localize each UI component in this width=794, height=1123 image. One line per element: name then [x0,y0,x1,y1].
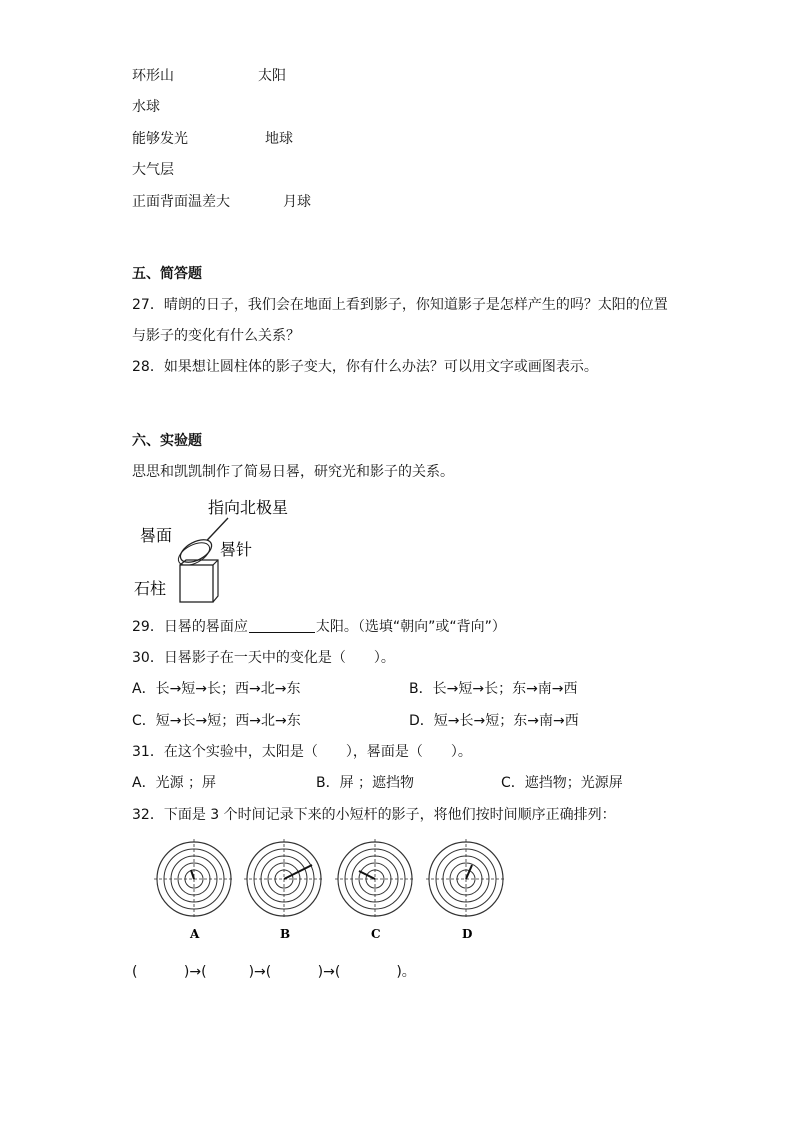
match-left-1: 环形山 [132,68,174,84]
match-right-2: 地球 [265,131,293,147]
dial-label-a: A [190,927,200,941]
shadow-a [191,870,194,879]
q29-text [132,617,506,637]
shadow-b [284,865,312,879]
q30-option-b[interactable]: B．长→短→长；东→南→西 [409,681,578,697]
match-left-2: 水球 [132,99,160,115]
shadow-dials-figure [150,838,520,948]
sundial-figure [132,492,312,608]
dial-label-b: B [280,927,291,941]
q29-suffix: 太阳。（选填“朝向”或“背向”） [315,619,506,635]
pillar-shape [180,565,213,602]
q30-option-d[interactable]: D．短→长→短；东→南→西 [409,713,579,729]
q31-text: 31．在这个实验中，太阳是（ ），晷面是（ ）。 [132,744,472,760]
dial-label-c: C [371,927,381,941]
q27-line1: 27．晴朗的日子，我们会在地面上看到影子，你知道影子是怎样产生的吗？太阳的位置 [132,297,668,313]
label-pillar: 石柱 [134,579,167,598]
q31-option-b[interactable]: B．屏 ；遮挡物 [316,775,415,791]
q29-blank[interactable] [249,618,315,633]
section5-title: 五、简答题 [132,266,202,282]
match-left-5: 正面背面温差大 [132,194,230,210]
q32-text: 32．下面是 3 个时间记录下来的小短杆的影子，将他们按时间顺序正确排列： [132,807,616,823]
q30-text: 30．日晷影子在一天中的变化是（ ）。 [132,650,395,666]
q32-answer-line[interactable]: ( )→( )→( )→( )。 [132,964,416,980]
q31-option-c[interactable]: C．遮挡物；光源屏 [501,775,623,791]
q27-line2: 与影子的变化有什么关系？ [132,328,300,344]
match-left-4: 大气层 [132,162,174,178]
match-right-3: 月球 [283,194,311,210]
dial-a [154,839,234,919]
q29-prefix: 29．日晷的晷面应 [132,619,248,635]
q28-text: 28．如果想让圆柱体的影子变大，你有什么办法？可以用文字或画图表示。 [132,359,598,375]
dial-d [426,839,506,919]
dial-c [335,839,415,919]
section6-title: 六、实验题 [132,433,202,449]
label-needle: 晷针 [220,540,253,559]
experiment-intro: 思思和凯凯制作了简易日晷，研究光和影子的关系。 [132,464,454,480]
label-pointer: 指向北极星 [208,498,289,517]
match-right-1: 太阳 [258,68,286,84]
shadow-c [359,871,375,879]
q30-option-a[interactable]: A．长→短→长；西→北→东 [132,681,301,697]
label-face: 晷面 [140,526,173,545]
dial-label-d: D [462,927,473,941]
q30-option-c[interactable]: C．短→长→短；西→北→东 [132,713,301,729]
dial-b [244,839,324,919]
match-left-3: 能够发光 [132,131,188,147]
q31-option-a[interactable]: A．光源 ；屏 [132,775,217,791]
